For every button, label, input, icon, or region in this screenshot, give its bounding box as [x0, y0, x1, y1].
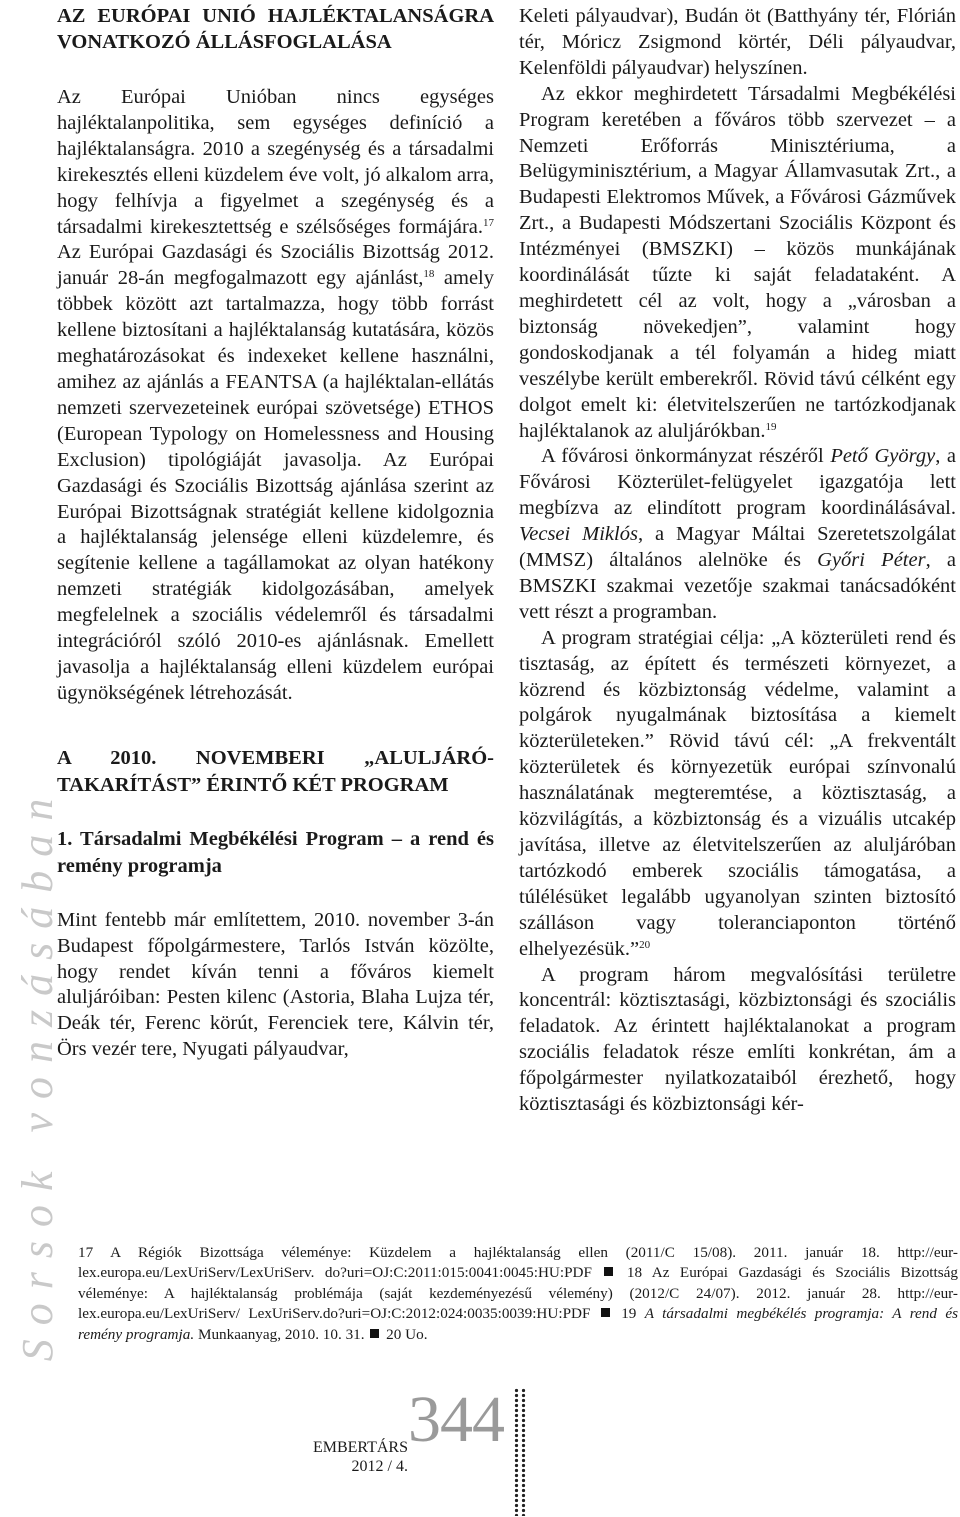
person-name: Vecsei Miklós [519, 523, 638, 546]
section-heading: AZ EURÓPAI UNIÓ HAJLÉKTALANSÁGRA VONATKOZÓ ÁLLÁSFOGLALÁSA [57, 5, 494, 53]
paragraph-text: Az ekkor meghirdetett Társadalmi Megbékélési Program keretében a főváros több szervezet – a Nemzeti Erőforrás Minisztériuma, a Belügyminisztérium, a Magyar Államvasutak Zrt., a Budapesti Elektromos Művek, a Fővárosi Gázművek Zrt., a Budapesti Módszertani Szociális Központ és Intézményei (BMSZKI) – közös munkájának koordinálását tűzte ki saját feladataként. A meghirdetett cél az volt, hogy a „városban a biztonság növekedjen”, valamint hogy gondoskodjanak a tél folyamán a hideg miatt veszélybe került emberekről. Rövid távú célként egy dolgot emelt ki: életvitelszerűen ne tartózkodjanak hajléktalanok az aluljárókban. [519, 82, 956, 442]
page-number: 344 [408, 1383, 504, 1456]
footnote-20: 20 Uo. [382, 1325, 428, 1343]
footnote-19-label: 19 [612, 1305, 645, 1323]
paragraph-text: Az Európai Unióban nincs egységes hajléktalanpolitika, sem egységes definíció a hajléktalanságra. 2010 a szegénység és a társadalmi kirekesztés elleni küzdelem éve volt, jó alkalom arra, hogy felhívja a figyelmet a szegénység és a társadalmi kirekesztettség e szélsőséges formájára. [57, 86, 494, 238]
paragraph-text: , a Fővárosi Közterület-felügyelet igazgatója lett megbízva az elindított program koordinálásával. [519, 445, 956, 520]
journal-title: EMBERTÁRS [312, 1439, 408, 1456]
paragraph-text: A program stratégiai célja: „A közterületi rend és tisztaság, az épített és természeti környezet, a közrend és közbiztonság védelme, valamint a polgárok nyugalmának biztosítása a kiemelt közterületeken.” Rövid távú cél: „A frekventált közterületek és környezetük európai színvonalú használatának megteremtése, a köztisztaság, a közvilágítás, a közbiztonság és a vizuális utcakép javítása, illetve az életvitelszerűen az aluljáróban tartózkodó emberek szociális támogatása, a túlélésüket legalább ugyanolyan szinten biztosító szálláson vagy toleranciaponton történő elhelyezésük.” [519, 626, 956, 960]
paragraph: Keleti pályaudvar), Budán öt (Batthyány tér, Flórián tér, Móricz Zsigmond körtér, Déli pályaudvar, Kelenföldi pályaudvar) helyszínen. [519, 5, 956, 79]
footnote-ref-18: 18 [423, 268, 435, 281]
paragraph [519, 444, 956, 625]
footnotes [78, 1243, 958, 1345]
person-name: Pető György [830, 445, 936, 468]
footnote-18: 18 Az Európai Gazdasági és Szociális Bizottság véleménye: A hajléktalanság problémája (saját kezdeményezésű vélemény) (2012/C 24/07). 2012. január 28. http://eur-lex.europa.eu/LexUriServ/ LexUriServ.do?uri=OJ:C:2012:024:0035:0039:HU:PDF [78, 1264, 958, 1323]
paragraph: Mint fentebb már említettem, 2010. november 3-án Budapest főpolgármestere, Tarlós István közölte, hogy rendet kíván tenni a főváros kiemelt aluljáróiban: Pesten kilenc (Astoria, Blaha Lujza tér, Deák tér, Ferenc körút, Ferenciek tere, Kálvin tér, Örs vezér tere, Nyugati pályaudvar, [57, 908, 494, 1061]
paragraph [519, 82, 956, 445]
footnote-17: 17 A Régiók Bizottsága véleménye: Küzdelem a hajléktalanság ellen (2011/C 15/08). 2011. január 18. http://eur-lex.europa.eu/LexUriServ/LexUriServ. do?uri=OJ:C:2011:015:0041:0045:HU:PDF [78, 1244, 958, 1282]
paragraph-text: amely többek között azt tartalmazza, hogy több forrást kellene biztosítani a hajléktalanság kutatására, közös meghatározásokat és indexeket kellene használni, amihez az ajánlás a FEANTSA (a hajléktalan-ellátás nemzeti szervezeteinek európai szövetsége) ETHOS (European Typology on Homelessness and Housing Exclusion) tipológiáját javasolja. Az Európai Gazdasági és Szociális Bizottság ajánlása szerint az Európai Bizottságnak stratégiát kellene kidolgoznia a hajléktalanság jelensége elleni küzdelemre, és segítenie kellene a tagállamokat az olyan hatékony nemzeti stratégiák kidolgozásában, amelyek megfelelnek a szociális védelemről és társadalmi integrációról szóló 2010-es ajánlásnak. Emellett javasolja a hajléktalanság elleni küzdelem európai ügynökségének létrehozását. [57, 267, 494, 704]
paragraph-text: A fővárosi önkormányzat részéről [541, 445, 831, 468]
right-column [519, 4, 956, 1118]
left-column [57, 4, 494, 1063]
footnote-ref-17: 17 [483, 216, 494, 229]
paragraph: A program három megvalósítási területre koncentrál: köztisztasági, közbiztonsági és szociális feladatok. Az érintett hajléktalanokat a program szociális feladatok része említi konkrétan, ám a főpolgármester nyilatkozataiból érezhető, hogy köztisztasági és közbiztonsági kér- [519, 963, 956, 1116]
paragraph-text: Az Európai Gazdasági és Szociális Bizottság 2012. január 28-án megfogalmazott egy ajánlást, [57, 241, 494, 290]
footnote-19-title: A társadalmi megbékélés programja: A rend és remény programja. [78, 1305, 958, 1343]
footnote-19-rest: Munkaanyag, 2010. 10. 31. [194, 1325, 365, 1343]
person-name: Győri Péter [817, 549, 926, 572]
dotted-rule-ornament [513, 1388, 527, 1516]
footnote-ref-20: 20 [639, 938, 651, 951]
paragraph-text: , a BMSZKI szakmai vezetője szakmai tanácsadóként vett részt a programban. [519, 549, 956, 623]
journal-name [296, 1438, 408, 1476]
journal-issue: 2012 / 4. [351, 1458, 408, 1475]
subsection-heading: 1. Társadalmi Megbékélési Program – a rend és remény programja [57, 827, 494, 877]
square-bullet-icon [370, 1329, 379, 1338]
square-bullet-icon [604, 1267, 613, 1276]
running-sidebar-title: Sorsok vonzásában [13, 784, 62, 1362]
section-heading-2: A 2010. NOVEMBERI „ALULJÁRÓ-TAKARÍTÁST” ÉRINTŐ KÉT PROGRAM [57, 746, 494, 796]
footnote-ref-19: 19 [765, 420, 777, 433]
paragraph [519, 626, 956, 963]
paragraph [57, 85, 494, 707]
square-bullet-icon [601, 1308, 610, 1317]
paragraph-text: , a Magyar Máltai Szeretetszolgálat (MMSZ) általános alelnöke és [519, 523, 956, 572]
